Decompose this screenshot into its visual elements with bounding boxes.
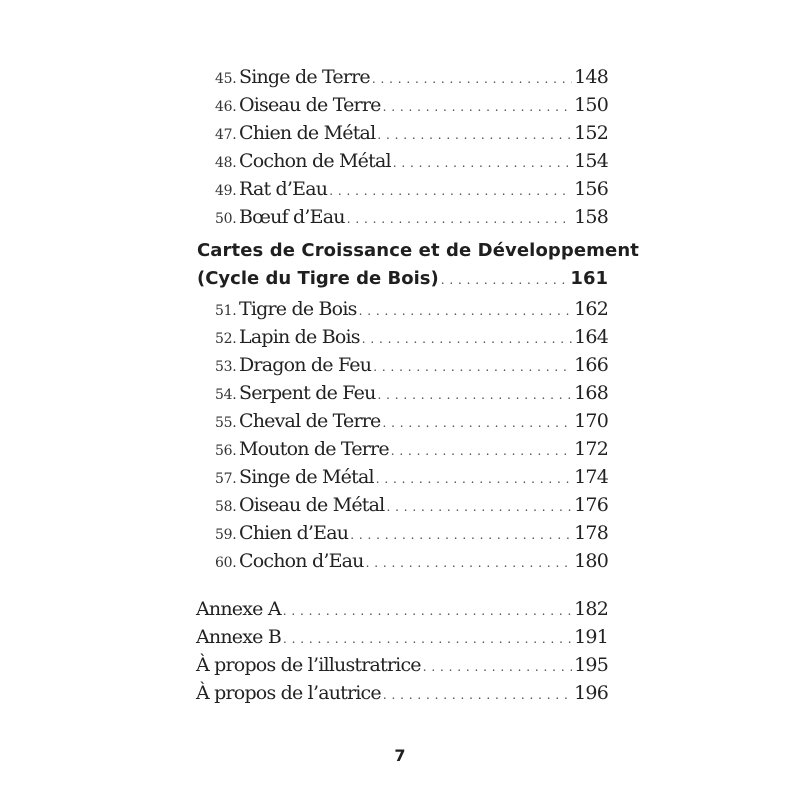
dot-leader xyxy=(393,157,572,169)
section-subtitle: (Cycle du Tigre de Bois) xyxy=(197,268,439,289)
entry-page: 162 xyxy=(574,298,608,320)
dot-leader xyxy=(373,361,572,373)
entry-title: À propos de l’autrice xyxy=(196,682,381,704)
entry-number: 56. xyxy=(215,443,237,459)
toc-entry xyxy=(215,356,608,375)
entry-title: Annexe A xyxy=(196,598,281,620)
entry-number: 57. xyxy=(215,471,237,487)
toc-entry xyxy=(215,180,608,199)
entry-title: Mouton de Terre xyxy=(239,438,389,460)
entry-page: 182 xyxy=(574,598,608,620)
entry-title: Tigre de Bois xyxy=(239,298,357,320)
entry-page: 174 xyxy=(574,466,608,488)
entry-page: 180 xyxy=(574,550,608,572)
section-heading-line2 xyxy=(197,268,608,289)
section-page: 161 xyxy=(570,268,608,289)
entry-title: Serpent de Feu xyxy=(239,382,376,404)
toc-entry xyxy=(215,96,608,115)
toc-entry xyxy=(215,152,608,171)
toc-entry xyxy=(215,552,608,571)
entry-title: Annexe B xyxy=(196,626,282,648)
entry-page: 148 xyxy=(574,66,608,88)
entry-title: Bœuf d’Eau xyxy=(239,206,345,228)
entry-page: 178 xyxy=(574,522,608,544)
dot-leader xyxy=(372,73,572,85)
toc-appendix-entry xyxy=(196,656,608,675)
dot-leader xyxy=(350,529,572,541)
entry-number: 49. xyxy=(215,183,237,199)
dot-leader xyxy=(423,661,572,673)
entry-title: Singe de Terre xyxy=(239,66,370,88)
dot-leader xyxy=(283,605,572,617)
entry-number: 54. xyxy=(215,387,237,403)
section-heading: Cartes de Croissance et de Développement xyxy=(197,240,639,261)
entry-title: Lapin de Bois xyxy=(239,326,360,348)
entry-page: 195 xyxy=(574,654,608,676)
toc-entry xyxy=(215,328,608,347)
toc-entry xyxy=(215,468,608,487)
folio: 7 xyxy=(394,746,406,765)
dot-leader xyxy=(377,129,572,141)
entry-title: Rat d’Eau xyxy=(239,178,328,200)
entry-number: 50. xyxy=(215,211,237,227)
dot-leader xyxy=(383,689,572,701)
entry-title: Singe de Métal xyxy=(239,466,374,488)
toc-entry xyxy=(215,440,608,459)
toc-entry xyxy=(215,124,608,143)
dot-leader xyxy=(362,333,572,345)
entry-number: 47. xyxy=(215,127,237,143)
entry-page: 158 xyxy=(574,206,608,228)
dot-leader xyxy=(283,633,572,645)
entry-page: 152 xyxy=(574,122,608,144)
entry-page: 196 xyxy=(574,682,608,704)
toc-entry xyxy=(215,68,608,87)
toc-entry xyxy=(215,208,608,227)
entry-title: Chien de Métal xyxy=(239,122,376,144)
entry-title: Cochon de Métal xyxy=(239,150,391,172)
entry-number: 46. xyxy=(215,99,237,115)
dot-leader xyxy=(376,473,572,485)
entry-page: 164 xyxy=(574,326,608,348)
entry-title: Chien d’Eau xyxy=(239,522,349,544)
entry-page: 150 xyxy=(574,94,608,116)
dot-leader xyxy=(383,101,573,113)
entry-number: 48. xyxy=(215,155,237,171)
entry-number: 53. xyxy=(215,359,237,375)
entry-page: 172 xyxy=(574,438,608,460)
entry-number: 45. xyxy=(215,71,237,87)
entry-title: Oiseau de Métal xyxy=(239,494,385,516)
dot-leader xyxy=(441,273,569,287)
entry-page: 170 xyxy=(574,410,608,432)
dot-leader xyxy=(378,389,573,401)
entry-title: Dragon de Feu xyxy=(239,354,372,376)
entry-number: 60. xyxy=(215,555,237,571)
dot-leader xyxy=(329,185,572,197)
entry-page: 156 xyxy=(574,178,608,200)
toc-appendix-entry xyxy=(196,600,608,619)
toc-appendix-entry xyxy=(196,628,608,647)
entry-number: 58. xyxy=(215,499,237,515)
dot-leader xyxy=(359,305,573,317)
toc-entry xyxy=(215,524,608,543)
entry-page: 191 xyxy=(574,626,608,648)
entry-title: Oiseau de Terre xyxy=(239,94,381,116)
dot-leader xyxy=(391,445,572,457)
toc-appendix-entry xyxy=(196,684,608,703)
toc-entry xyxy=(215,300,608,319)
toc-entry xyxy=(215,384,608,403)
entry-title: Cochon d’Eau xyxy=(239,550,364,572)
entry-page: 154 xyxy=(574,150,608,172)
toc-entry xyxy=(215,412,608,431)
entry-number: 51. xyxy=(215,303,237,319)
entry-title: Cheval de Terre xyxy=(239,410,381,432)
dot-leader xyxy=(366,557,573,569)
dot-leader xyxy=(386,501,572,513)
toc-entry xyxy=(215,496,608,515)
entry-page: 176 xyxy=(574,494,608,516)
entry-number: 52. xyxy=(215,331,237,347)
entry-number: 59. xyxy=(215,527,237,543)
entry-number: 55. xyxy=(215,415,237,431)
entry-title: À propos de l’illustratrice xyxy=(196,654,421,676)
dot-leader xyxy=(347,213,572,225)
dot-leader xyxy=(383,417,573,429)
entry-page: 168 xyxy=(574,382,608,404)
entry-page: 166 xyxy=(574,354,608,376)
